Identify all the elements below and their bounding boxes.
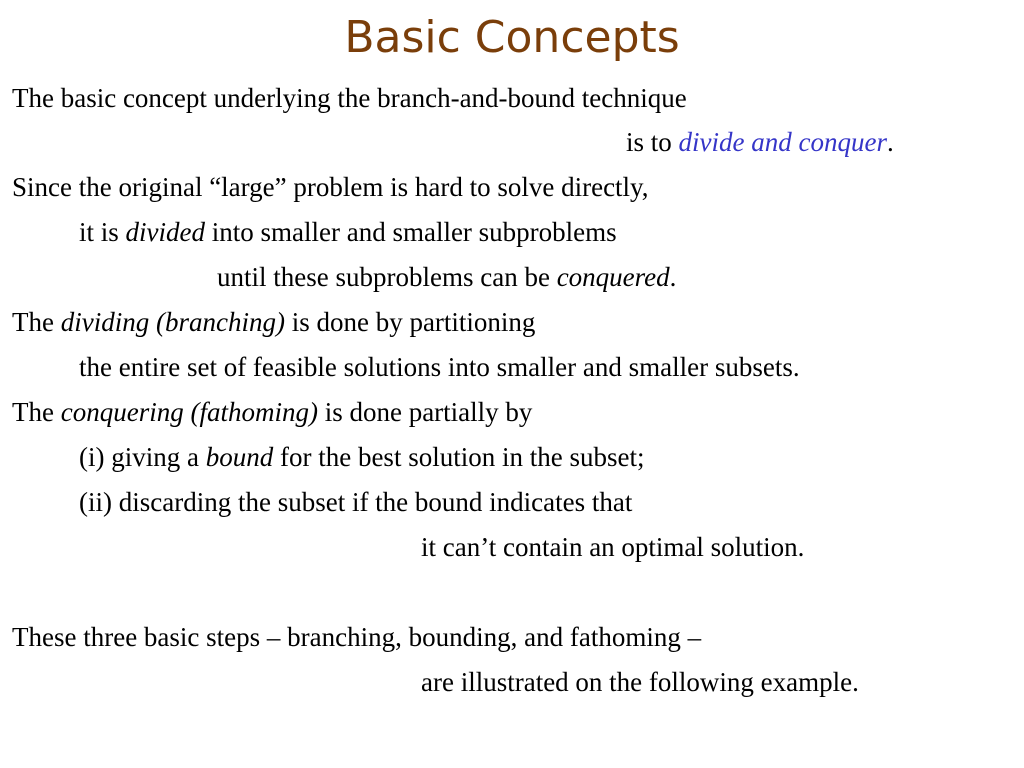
text-line-11 (421, 531, 804, 563)
dividing-branching-phrase: dividing (branching) (60, 307, 285, 337)
slide-title: Basic Concepts (344, 12, 680, 63)
text-line-13-text: are illustrated on the following example. (421, 667, 859, 697)
text-line-2 (626, 126, 894, 158)
text-line-7-text: the entire set of feasible solutions into smaller and smaller subsets. (79, 352, 800, 382)
text-line-4 (79, 216, 617, 248)
conquering-fathoming-phrase: conquering (fathoming) (60, 397, 318, 427)
text-line-5 (217, 261, 676, 293)
text-line-2-end: . (886, 127, 894, 157)
divided-phrase: divided (125, 217, 205, 247)
text-line-8-end: is done partially by (317, 397, 533, 427)
text-line-12-text: These three basic steps – branching, bounding, and fathoming – (12, 622, 702, 652)
text-line-12 (12, 621, 701, 653)
bound-phrase: bound (205, 442, 274, 472)
text-line-13 (421, 666, 859, 698)
text-line-6-text: The (12, 307, 61, 337)
text-line-1-text: The basic concept underlying the branch-and-bound technique (12, 83, 687, 113)
text-line-3 (12, 171, 649, 203)
text-line-3-text: Since the original “large” problem is hard to solve directly, (12, 172, 649, 202)
text-line-6-end: is done by partitioning (284, 307, 536, 337)
text-line-10 (79, 486, 632, 518)
conquered-phrase: conquered (556, 262, 670, 292)
text-line-4-end: into smaller and smaller subproblems (205, 217, 617, 247)
text-line-8-text: The (12, 397, 61, 427)
divide-and-conquer-phrase: divide and conquer (678, 127, 887, 157)
text-line-11-text: it can’t contain an optimal solution. (421, 532, 805, 562)
text-line-1 (12, 82, 687, 114)
text-line-4-text: it is (79, 217, 126, 247)
text-line-5-text: until these subproblems can be (217, 262, 557, 292)
text-line-8 (12, 396, 532, 428)
text-line-9-end: for the best solution in the subset; (273, 442, 645, 472)
text-line-9 (79, 441, 644, 473)
text-line-5-end: . (669, 262, 677, 292)
text-line-7 (79, 351, 800, 383)
text-line-6 (12, 306, 535, 338)
text-line-9-text: (i) giving a (79, 442, 206, 472)
text-line-10-text: (ii) discarding the subset if the bound indicates that (79, 487, 633, 517)
text-line-2-text: is to (626, 127, 679, 157)
